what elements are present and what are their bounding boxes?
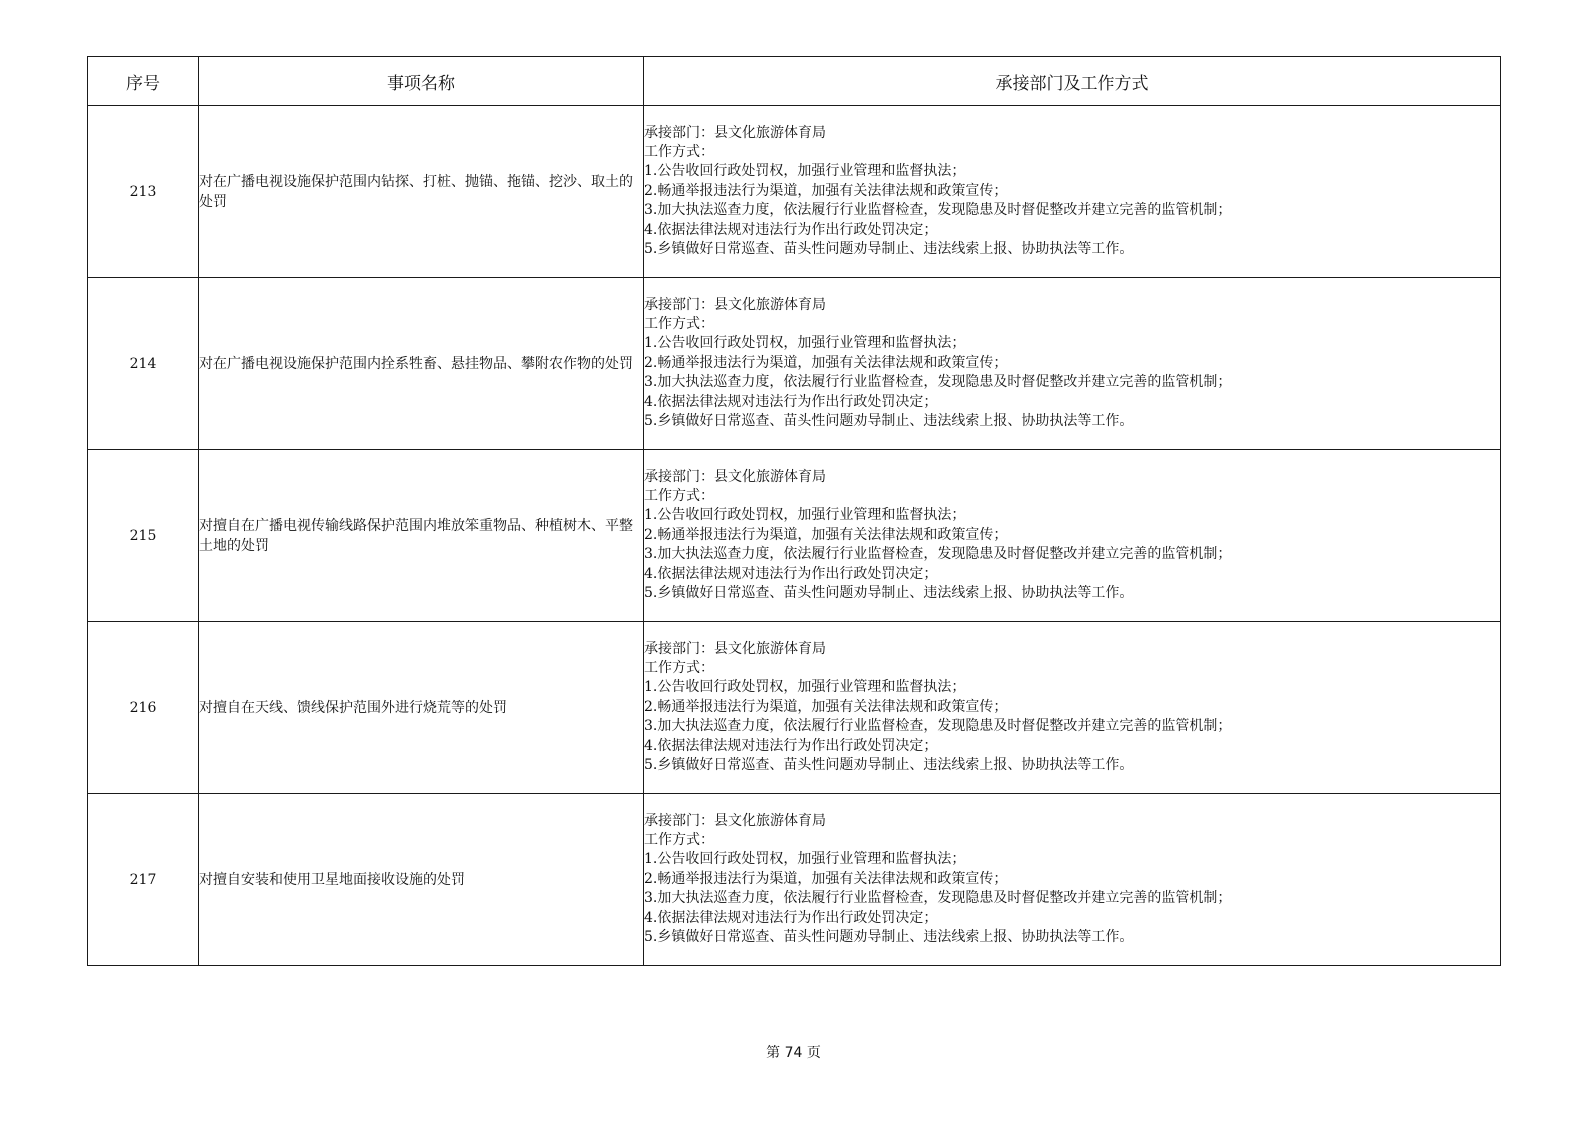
table-row — [88, 278, 1501, 450]
method-step: 1.公告收回行政处罚权，加强行业管理和监督执法； — [644, 335, 966, 352]
row-dept-method — [644, 106, 1501, 278]
method-step: 4.依据法律法规对违法行为作出行政处罚决定； — [644, 909, 938, 926]
table-row — [88, 450, 1501, 622]
method-step: 4.依据法律法规对违法行为作出行政处罚决定； — [644, 565, 938, 582]
dept-line: 承接部门：县文化旅游体育局 — [644, 812, 826, 829]
row-dept-method — [644, 794, 1501, 966]
row-dept-method — [644, 278, 1501, 450]
method-step: 5.乡镇做好日常巡查、苗头性问题劝导制止、违法线索上报、协助执法等工作。 — [644, 413, 1134, 430]
row-seq: 217 — [88, 794, 199, 966]
method-step: 5.乡镇做好日常巡查、苗头性问题劝导制止、违法线索上报、协助执法等工作。 — [644, 929, 1134, 946]
row-item-name: 对在广播电视设施保护范围内钻探、打桩、抛锚、拖锚、挖沙、取土的处罚 — [199, 106, 644, 278]
items-table — [87, 56, 1501, 966]
method-step: 2.畅通举报违法行为渠道，加强有关法律法规和政策宣传； — [644, 870, 1008, 887]
method-step: 3.加大执法巡查力度，依法履行行业监督检查，发现隐患及时督促整改并建立完善的监管机制； — [644, 718, 1232, 735]
method-step: 3.加大执法巡查力度，依法履行行业监督检查，发现隐患及时督促整改并建立完善的监管机制； — [644, 202, 1232, 219]
header-item-name: 事项名称 — [199, 57, 644, 106]
table-row — [88, 794, 1501, 966]
method-label: 工作方式： — [644, 487, 714, 504]
row-item-name: 对擅自安装和使用卫星地面接收设施的处罚 — [199, 794, 644, 966]
method-step: 5.乡镇做好日常巡查、苗头性问题劝导制止、违法线索上报、协助执法等工作。 — [644, 585, 1134, 602]
method-step: 2.畅通举报违法行为渠道，加强有关法律法规和政策宣传； — [644, 698, 1008, 715]
method-step: 2.畅通举报违法行为渠道，加强有关法律法规和政策宣传； — [644, 182, 1008, 199]
row-seq: 214 — [88, 278, 199, 450]
method-step: 1.公告收回行政处罚权，加强行业管理和监督执法； — [644, 679, 966, 696]
table-row — [88, 106, 1501, 278]
method-step: 1.公告收回行政处罚权，加强行业管理和监督执法； — [644, 163, 966, 180]
header-seq: 序号 — [88, 57, 199, 106]
header-dept-method: 承接部门及工作方式 — [644, 57, 1501, 106]
dept-line: 承接部门：县文化旅游体育局 — [644, 640, 826, 657]
method-step: 5.乡镇做好日常巡查、苗头性问题劝导制止、违法线索上报、协助执法等工作。 — [644, 757, 1134, 774]
dept-line: 承接部门：县文化旅游体育局 — [644, 296, 826, 313]
row-item-name: 对擅自在天线、馈线保护范围外进行烧荒等的处罚 — [199, 622, 644, 794]
table-row — [88, 622, 1501, 794]
row-dept-method — [644, 450, 1501, 622]
dept-line: 承接部门：县文化旅游体育局 — [644, 468, 826, 485]
method-step: 3.加大执法巡查力度，依法履行行业监督检查，发现隐患及时督促整改并建立完善的监管机制； — [644, 374, 1232, 391]
method-step: 1.公告收回行政处罚权，加强行业管理和监督执法； — [644, 851, 966, 868]
method-step: 3.加大执法巡查力度，依法履行行业监督检查，发现隐患及时督促整改并建立完善的监管机制； — [644, 546, 1232, 563]
page-number: 第 74 页 — [766, 1045, 821, 1061]
row-seq: 215 — [88, 450, 199, 622]
method-step: 4.依据法律法规对违法行为作出行政处罚决定； — [644, 221, 938, 238]
method-step: 3.加大执法巡查力度，依法履行行业监督检查，发现隐患及时督促整改并建立完善的监管机制； — [644, 890, 1232, 907]
table-header-row — [88, 57, 1501, 106]
table-body — [88, 106, 1501, 966]
method-step: 2.畅通举报违法行为渠道，加强有关法律法规和政策宣传； — [644, 526, 1008, 543]
method-step: 4.依据法律法规对违法行为作出行政处罚决定； — [644, 393, 938, 410]
method-label: 工作方式： — [644, 315, 714, 332]
row-seq: 216 — [88, 622, 199, 794]
row-seq: 213 — [88, 106, 199, 278]
method-step: 2.畅通举报违法行为渠道，加强有关法律法规和政策宣传； — [644, 354, 1008, 371]
row-item-name: 对在广播电视设施保护范围内拴系牲畜、悬挂物品、攀附农作物的处罚 — [199, 278, 644, 450]
method-label: 工作方式： — [644, 659, 714, 676]
method-label: 工作方式： — [644, 831, 714, 848]
method-step: 1.公告收回行政处罚权，加强行业管理和监督执法； — [644, 507, 966, 524]
row-dept-method — [644, 622, 1501, 794]
method-step: 5.乡镇做好日常巡查、苗头性问题劝导制止、违法线索上报、协助执法等工作。 — [644, 241, 1134, 258]
method-step: 4.依据法律法规对违法行为作出行政处罚决定； — [644, 737, 938, 754]
document-sheet — [87, 56, 1500, 966]
row-item-name: 对擅自在广播电视传输线路保护范围内堆放笨重物品、种植树木、平整土地的处罚 — [199, 450, 644, 622]
method-label: 工作方式： — [644, 143, 714, 160]
dept-line: 承接部门：县文化旅游体育局 — [644, 124, 826, 141]
